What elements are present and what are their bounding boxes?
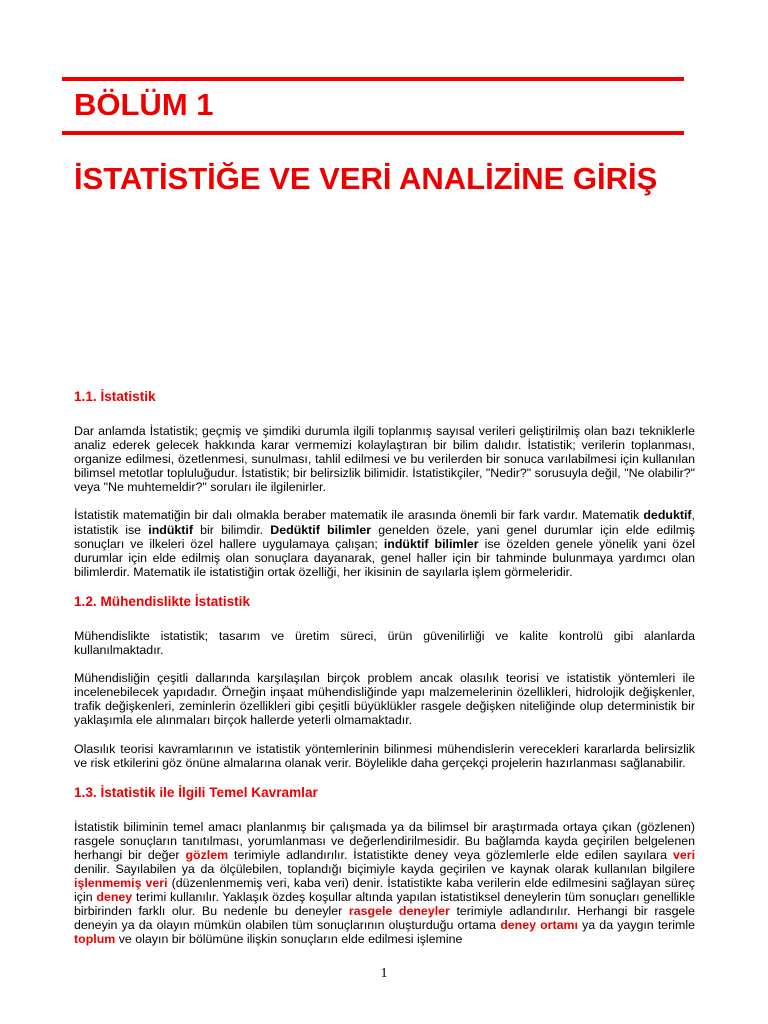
chapter-heading: BÖLÜM 1 (74, 87, 214, 122)
text-run: İstatistik biliminin temel amacı planlanmış bir çalışmada ya da bilimsel bir araştırmada ortaya çıkan (gözlenen) rasgele sonuçların tanıtılması, yorumlanması ve değerlendirilmesidir. Bu bağlamda kayda geçirilen belgelenen herhangi bir değer (74, 819, 695, 862)
section-1-paragraph-2 (74, 508, 695, 578)
section-2-paragraph-1: Mühendislikte istatistik; tasarım ve üretim süreci, ürün güvenilirliği ve kalite kontrolü gibi alanlarda kullanılmaktadır. (74, 628, 695, 658)
text-run: ve olayın bir bölümüne ilişkin sonuçların elde edilmesi işlemine (115, 932, 463, 947)
text-run: ya da yaygın terimle (577, 918, 695, 933)
middle-rule (62, 131, 684, 135)
body-content (74, 388, 695, 947)
term-population: toplum (74, 932, 116, 947)
text-run: (düzenlenmemiş veri, kaba veri) denir. İstatistikte kaba verilerin elde edilmesini sağlayan süreç için (74, 876, 695, 905)
term-random-experiments: rasgele deneyler (348, 904, 450, 919)
section-3-paragraph-1 (74, 820, 695, 947)
section-1-heading: 1.1. İstatistik (74, 389, 156, 404)
section-2-paragraph-2: Mühendisliğin çeşitli dallarında karşılaşılan birçok problem ancak olasılık teorisi ve istatistik yöntemleri ile incelenebilecek yapıdadır. Örneğin inşaat mühendisliğinde yapı malzemelerinin özellikleri, hidrolojik değişkenler, trafik değişkenleri, zeminlerin özellikleri gibi çeşitli büyüklükler rasgele değişken niteliğinde olup deterministik bir yaklaşımla ele alınmaları birçok hallerde yeterli olmamaktadır. (74, 671, 695, 728)
top-rule (62, 77, 684, 81)
text-run: denilir. Sayılabilen ya da ölçülebilen, toplandığı biçimiyle kayda geçirilen ve kaynak olarak kullanılan bilgilere (74, 861, 695, 876)
term-inductive: indüktif (148, 522, 193, 537)
term-inductive-sciences: indüktif bilimler (383, 536, 479, 551)
section-2-heading: 1.2. Mühendislikte İstatistik (74, 593, 251, 609)
text-run: ise özelden genele yönelik yani özel durumlar için elde edilmiş olan sonuçlara dayanarak, genel haller için bir tahminde bulunmaya yardımcı olan bilimlerdir. Matematik ile istatistiğin ortak özelliği, her ikisinin de sayılarla işlem görmeleridir. (74, 536, 696, 579)
section-3-heading: 1.3. İstatistik ile İlgili Temel Kavramlar (74, 784, 318, 800)
text-run: İstatistik matematiğin bir dalı olmakla beraber matematik ile arasında önemli bir fark vardır. Matematik (74, 508, 644, 523)
text-run: terimiyle adlandırılır. Herhangi bir rasgele deneyin ya da olayın mümkün olabilen tüm sonuçlarının oluşturduğu ortama (74, 904, 695, 933)
text-run: terimi kullanılır. Yaklaşık özdeş koşullar altında yapılan istatistiksel deneylerin tüm sonuçları genellikle birbirinden farklı olur. Bu nedenle bu deneyler (74, 890, 695, 919)
term-sample-space: deney ortamı (500, 918, 578, 933)
term-raw-data: işlenmemiş veri (74, 876, 168, 891)
text-run: terimiyle adlandırılır. İstatistikte deney veya gözlemlerle elde edilen sayılara (228, 847, 673, 862)
term-experiment: deney (96, 890, 133, 905)
term-observation: gözlem (185, 847, 229, 862)
text-run: , istatistik ise (74, 508, 695, 537)
section-2-paragraph-3: Olasılık teorisi kavramlarının ve istatistik yöntemlerinin bilinmesi mühendislerin verecekleri kararlarda belirsizlik ve risk etkilerini göz önüne almalarına olanak verir. Böylelikle daha gerçekçi projelerin hazırlanması sağlanabilir. (74, 741, 695, 770)
section-1-paragraph-1: Dar anlamda İstatistik; geçmiş ve şimdiki durumla ilgili toplanmış sayısal verileri geliştirilmiş olan bazı tekniklerle analiz ederek gelecek hakkında karar vermemizi kolaylaştıran bir bilim dalıdır. İstatistik; verilerin toplanması, organize edilmesi, özetlenmesi, sunulması, tahlil edilmesi ve bu verilerden bir sonuca varılabilmesi için kullanılan bilimsel metotlar topluluğudur. İstatistik; bir belirsizlik bilimidir. İstatistikçiler, "Nedir?" sorusuyla değil, "Ne olabilir?" veya "Ne muhtemeldir?" soruları ile ilgilenirler. (74, 424, 695, 495)
page-number: 1 (380, 966, 388, 981)
term-deductive: deduktif (643, 508, 692, 523)
text-run: genelden özele, yani genel durumlar için elde edilmiş sonuçları ve ilkeleri özel hallere uygulamaya çalışan; (74, 522, 696, 551)
term-deductive-sciences: Dedüktif bilimler (270, 522, 372, 537)
term-data: veri (672, 847, 696, 862)
text-run: bir bilimdir. (193, 522, 271, 537)
chapter-title: İSTATİSTİĞE VE VERİ ANALİZİNE GİRİŞ (74, 161, 658, 196)
